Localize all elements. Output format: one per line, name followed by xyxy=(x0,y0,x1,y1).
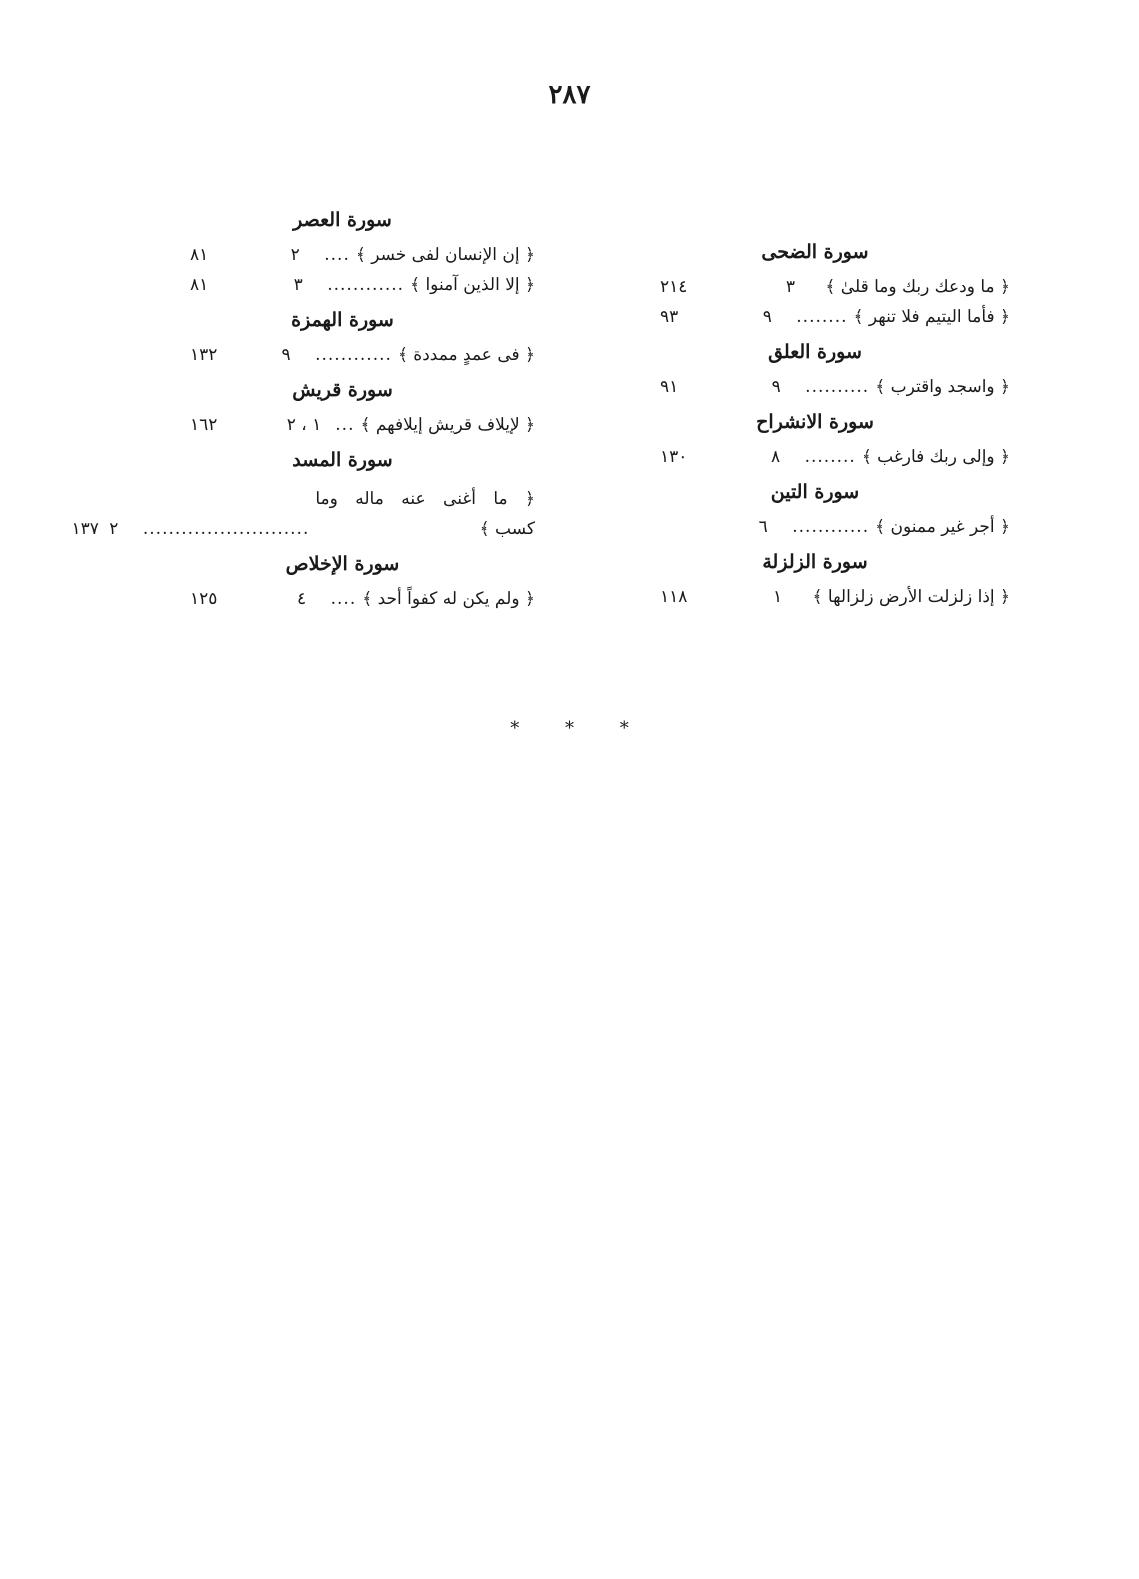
page-reference: ٢١٤ xyxy=(660,277,688,297)
verse-line: كسب ﴾ xyxy=(479,519,535,539)
leader-dots: ........ xyxy=(796,307,848,327)
ayah-number: ٩ xyxy=(771,377,781,397)
page-reference: ١٢٥ xyxy=(190,589,218,609)
ayah-number: ٣ xyxy=(293,275,303,295)
ayah-number: ٩ xyxy=(762,307,772,327)
verse-text: ﴿ ما ودعك ربك وما قلىٰ ﴾ xyxy=(825,277,1010,297)
surah-title: سورة العصر xyxy=(293,209,392,231)
ayah-number: ١ xyxy=(772,587,783,607)
ayah-number: ٨ xyxy=(771,447,781,467)
verse-text xyxy=(315,484,535,544)
page-reference: ١٣٠ xyxy=(660,447,688,467)
page-reference: ٩١ xyxy=(660,377,679,397)
verse-line: ﴿ ما أغنى عنه ماله وما xyxy=(315,489,535,509)
ayah-number: ١ ، ٢ xyxy=(286,415,322,435)
index-entry xyxy=(190,340,535,370)
index-entry xyxy=(660,442,1010,472)
ayah-number: ٢ xyxy=(109,519,119,539)
index-column-left xyxy=(71,200,535,614)
leader-dots: ... xyxy=(335,415,355,435)
index-entry xyxy=(660,582,1010,612)
surah-title: سورة المسد xyxy=(292,449,393,471)
verse-text: ﴿ وإلى ربك فارغب ﴾ xyxy=(861,447,1010,467)
page-reference: ١٣٧ xyxy=(71,519,99,539)
verse-text: ﴿ إن الإنسان لفى خسر ﴾ xyxy=(355,245,535,265)
page-reference: ٩٣ xyxy=(660,307,679,327)
ayah-number: ٩ xyxy=(281,345,291,365)
page-reference: ٨١ xyxy=(190,275,209,295)
index-column-right xyxy=(660,232,1010,612)
verse-text: ﴿ فأما اليتيم فلا تنهر ﴾ xyxy=(853,307,1010,327)
leader-dots: ............ xyxy=(327,275,405,295)
surah-title: سورة الزلزلة xyxy=(762,551,868,573)
ayah-number: ٢ xyxy=(290,245,300,265)
asterisk: * xyxy=(510,718,520,739)
index-entry xyxy=(190,270,535,300)
leader-dots: ............ xyxy=(792,517,870,537)
verse-text: ﴿ فى عمدٍ ممددة ﴾ xyxy=(397,345,535,365)
ayah-number: ٣ xyxy=(785,277,795,297)
index-entry xyxy=(71,480,535,544)
verse-text: ﴿ ولم يكن له كفواً أحد ﴾ xyxy=(362,589,535,609)
surah-title: سورة قريش xyxy=(292,379,393,401)
surah-title: سورة الهمزة xyxy=(291,309,394,331)
ayah-number: ٦ xyxy=(758,517,768,537)
section-separator xyxy=(0,718,1139,739)
index-entry xyxy=(190,240,535,270)
leader-dots: .... xyxy=(330,589,357,609)
index-entry xyxy=(660,512,1010,542)
verse-text: ﴿ إلا الذين آمنوا ﴾ xyxy=(410,275,535,295)
index-entry xyxy=(190,584,535,614)
verse-text: ﴿ إذا زلزلت الأرض زلزالها ﴾ xyxy=(812,587,1010,607)
leader-dots: .... xyxy=(324,245,350,265)
leader-dots: .......... xyxy=(805,377,870,397)
surah-title: سورة الضحى xyxy=(761,241,869,263)
index-entry xyxy=(660,302,1010,332)
surah-title: سورة العلق xyxy=(768,341,862,363)
page-reference: ١٦٢ xyxy=(190,415,218,435)
page-number: ٢٨٧ xyxy=(548,80,591,110)
asterisk: * xyxy=(565,718,574,739)
leader-dots: ........ xyxy=(804,447,856,467)
leader-dots: .......................... xyxy=(142,519,310,539)
leader-dots: ............ xyxy=(315,345,392,365)
verse-text: ﴿ أجر غير ممنون ﴾ xyxy=(875,517,1010,537)
page-reference: ٨١ xyxy=(190,245,209,265)
index-entry xyxy=(660,372,1010,402)
verse-text: ﴿ واسجد واقترب ﴾ xyxy=(875,377,1010,397)
surah-title: سورة الانشراح xyxy=(756,411,874,433)
page-reference: ١١٨ xyxy=(660,587,688,607)
surah-title: سورة التين xyxy=(770,481,860,503)
index-entry xyxy=(190,410,535,440)
asterisk: * xyxy=(619,718,629,739)
surah-title: سورة الإخلاص xyxy=(285,553,400,575)
verse-text: ﴿ لإيلاف قريش إيلافهم ﴾ xyxy=(360,415,535,435)
ayah-number: ٤ xyxy=(297,589,307,609)
index-entry xyxy=(660,272,1010,302)
page-reference: ١٣٢ xyxy=(190,345,218,365)
